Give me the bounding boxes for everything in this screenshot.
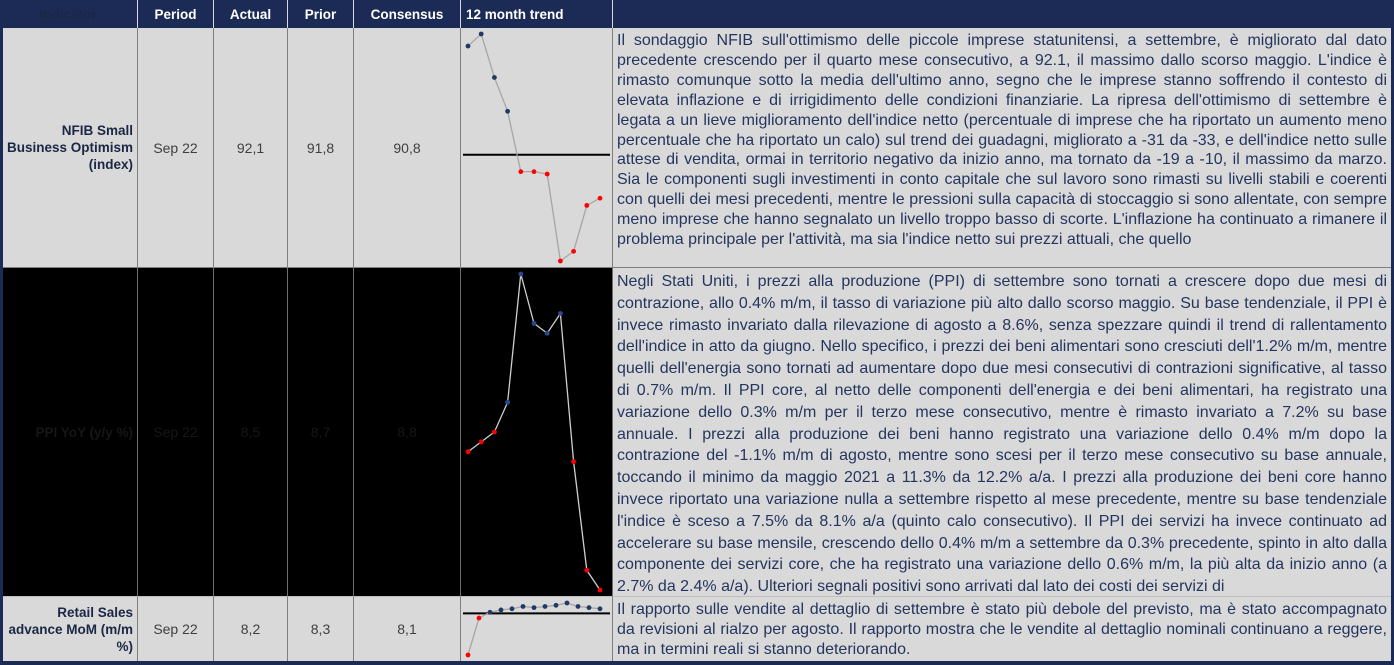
header-actual: Actual bbox=[214, 0, 288, 28]
prior-value: 91,8 bbox=[288, 28, 354, 268]
period-value: Sep 22 bbox=[138, 268, 214, 597]
table-row-retail-sales bbox=[3, 597, 1391, 661]
commentary-cell bbox=[613, 28, 1391, 268]
trend-cell bbox=[461, 28, 613, 268]
trend-cell bbox=[461, 597, 613, 661]
consensus-value: 8,1 bbox=[354, 597, 461, 661]
ppi-sparkline-chart bbox=[461, 268, 612, 596]
prior-value: 8,3 bbox=[288, 597, 354, 661]
period-value: Sep 22 bbox=[138, 28, 214, 268]
commentary-cell bbox=[613, 597, 1391, 661]
table-row-nfib bbox=[3, 28, 1391, 268]
header-trend: 12 month trend bbox=[461, 0, 613, 28]
consensus-value: 8,8 bbox=[354, 268, 461, 597]
actual-value: 8,5 bbox=[214, 268, 288, 597]
prior-value: 8,7 bbox=[288, 268, 354, 597]
header-consensus: Consensus bbox=[354, 0, 461, 28]
commentary-text: Negli Stati Uniti, i prezzi alla produzione (PPI) di settembre sono tornati a crescere dopo due mesi di contrazione, allo 0.4% m/m, il tasso di variazione più alto dallo scorso maggio. Su base tendenziale, il PPI è invece rimasto invariato dalla rilevazione di agosto a 8.6%, senza spezzare quindi il trend di rallentamento dell'indice in atto da giugno. Nello specifico, i prezzi dei beni alimentari sono cresciuti dell'1.2% m/m, mentre quelli dell'energia sono tornati ad aumentare dopo due mesi consecutivi di contrazioni significative, al tasso di 0.7% m/m. Il PPI core, al netto delle componenti dell'energia e dei beni alimentari, ha registrato una variazione dello 0.3% m/m per il terzo mese consecutivo, mentre è rimasto invariato a 7.2% su base annuale. I prezzi alla produzione dei beni hanno registrato una variazione dello 0.4% m/m dopo la contrazione del -1.1% m/m di agosto, mentre sono scesi per il terzo mese consecutivo su base annuale, toccando il minimo da maggio 2021 a 11.3% da 12.2% a/a. I prezzi alla produzione dei beni core hanno invece riportato una variazione nulla a settembre rispetto al mese precedente, mentre su base tendenziale l'indice è sceso a 7.5% da 8.1% a/a (quinto calo consecutivo). Il PPI dei servizi ha invece continuato ad accelerare su base mensile, crescendo dello 0.4% m/m a settembre da 0.3% precedente, spinto in alto dalla componente dei servizi core, che ha registrato una variazione dello 0.6% m/m, la più alta da inizio anno (a 2.7% da 2.4% a/a). Ulteriori segnali positivi sono arrivati dal lato dei costi dei servizi di bbox=[617, 273, 1387, 596]
header-prior: Prior bbox=[288, 0, 354, 28]
trend-cell bbox=[461, 268, 613, 597]
commentary-text: Il sondaggio NFIB sull'ottimismo delle piccole imprese statunitensi, a settembre, è migliorato dal dato precedente crescendo per il quarto mese consecutivo, a 92.1, il massimo dallo scorso maggio. L'indice è rimasto comunque sotto la media dell'ultimo anno, segno che le imprese stanno soffrendo il contesto di elevata inflazione e di irrigidimento delle condizioni finanziarie. La ripresa dell'ottimismo di settembre è legata a un lieve miglioramento dell'indice netto (percentuale di imprese che ha riportato un aumento meno percentuale che ha riportato un calo) sul trend dei guadagni, migliorato a -31 da -33, e dell'indice netto sulle attese di vendita, ormai in territorio negativo da inizio anno, ma tornato da -19 a -10, il massimo da marzo. Sia le componenti sugli investimenti in conto capitale che sul lavoro sono rimasti su livelli stabili e coerenti con quelli dei mesi precedenti, mentre le pressioni sulla capacità di stoccaggio si sono allentate, con sempre meno imprese che hanno segnalato un livello troppo basso di scorte. L'inflazione ha continuato a rimanere il problema principale per l'attività, ma sia l'indice netto sui prezzi attuali, che quello bbox=[617, 32, 1387, 249]
period-value: Sep 22 bbox=[138, 597, 214, 661]
table-row-ppi-redacted bbox=[3, 268, 1391, 597]
table-header-row bbox=[3, 0, 1391, 28]
actual-value: 8,2 bbox=[214, 597, 288, 661]
commentary-cell bbox=[613, 268, 1391, 597]
indicator-name: NFIB Small Business Optimism (index) bbox=[3, 28, 138, 268]
actual-value: 92,1 bbox=[214, 28, 288, 268]
header-indicator: Indicator bbox=[3, 0, 138, 28]
indicator-name: Retail Sales advance MoM (m/m %) bbox=[3, 597, 138, 661]
commentary-text: Il rapporto sulle vendite al dettaglio di settembre è stato più debole del previsto, ma è stato accompagnato da revisioni al rialzo per agosto. Il rapporto mostra che le vendite al dettaglio nominali continuano a reggere, ma in termini reali si stanno deteriorando. bbox=[617, 601, 1387, 658]
header-period: Period bbox=[138, 0, 214, 28]
indicator-name: PPI YoY (y/y %) bbox=[3, 268, 138, 597]
nfib-sparkline-chart bbox=[461, 28, 612, 267]
consensus-value: 90,8 bbox=[354, 28, 461, 268]
header-commentary-spacer bbox=[613, 0, 1391, 28]
retail-sparkline-chart bbox=[461, 597, 612, 661]
